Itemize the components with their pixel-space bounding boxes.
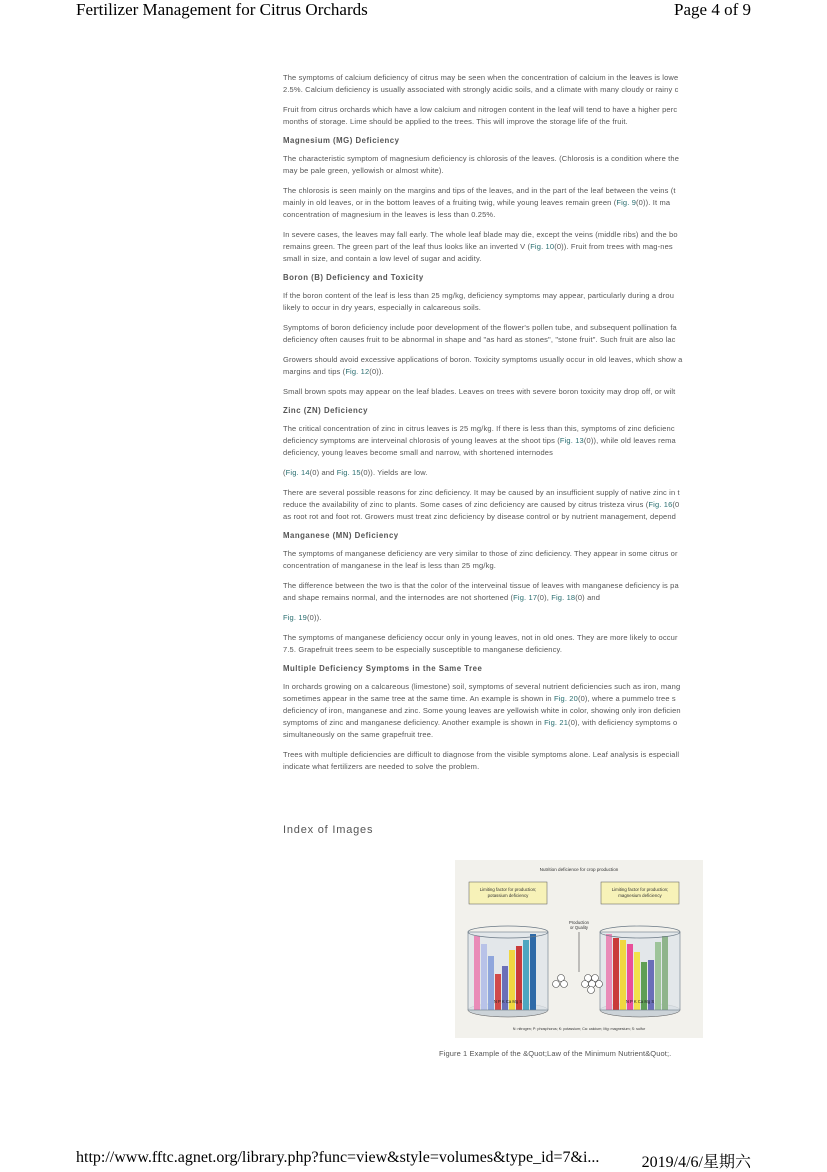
- figure-link[interactable]: Fig. 17: [513, 593, 538, 602]
- paragraph: The characteristic symptom of magnesium deficiency is chlorosis of the leaves. (Chlorosis is a condition where the may be pale green, yellowish or almost white).: [283, 154, 680, 175]
- figure-link[interactable]: Fig. 20: [553, 694, 578, 703]
- paragraph: The symptoms of calcium deficiency of citrus may be seen when the concentration of calcium in the leaves is lowe 2.5%. Calcium deficiency is usually associated with strongly acidic soils, and a climate with many cloudy or rainy c: [283, 73, 679, 94]
- figure-link[interactable]: Fig. 10: [530, 242, 555, 251]
- paragraph: If the boron content of the leaf is less than 25 mg/kg, deficiency symptoms may appear, particularly during a drou likely to occur in dry years, especially in calcareous soils.: [283, 291, 675, 312]
- index-of-images-heading: Index of Images: [283, 824, 374, 836]
- article-body: [283, 72, 752, 781]
- figure-title: Nutrition deficience for crop production: [539, 867, 619, 872]
- paragraph: The critical concentration of zinc in citrus leaves is 25 mg/kg. If there is less than this, symptoms of zinc deficienc deficiency symptoms are interveinal chlorosis of young leaves at the shoot tips (Fig. 13(0)), while old leaves rema deficiency, young leaves become small and narrow, with shortened internodes: [283, 424, 676, 457]
- page-number: Page 4 of 9: [674, 0, 751, 19]
- paragraph: Growers should avoid excessive applications of boron. Toxicity symptoms usually occur in old leaves, which show a margins and tips (Fig. 12(0)).: [283, 355, 683, 376]
- footer-date: 2019/4/6/星期六: [641, 1154, 751, 1171]
- page-header: [0, 0, 827, 24]
- paragraph: (Fig. 14(0) and Fig. 15(0)). Yields are low.: [283, 468, 428, 477]
- figure-law-of-minimum[interactable]: [455, 860, 703, 1038]
- figure-link[interactable]: Fig. 16: [648, 500, 673, 509]
- figure-link[interactable]: Fig. 15: [336, 468, 361, 477]
- figure-link[interactable]: Fig. 14: [285, 468, 310, 477]
- paragraph: In orchards growing on a calcareous (limestone) soil, symptoms of several nutrient deficiencies such as iron, mang sometimes appear in the same tree at the same time. An example is shown in Fig. 20(0), where a pummelo tree s deficiency of iron, manganese and zinc. Some young leaves are yellowish white in color, showing only iron deficien symptoms of zinc and manganese deficiency. Another example is shown in Fig. 21(0), with deficiency symptoms o simultaneously on the same grapefruit tree.: [283, 682, 681, 739]
- footer-url: http://www.fftc.agnet.org/library.php?func=view&style=volumes&type_id=7&i...: [76, 1149, 600, 1166]
- paragraph: There are several possible reasons for zinc deficiency. It may be caused by an insufficient supply of native zinc in t reduce the availability of zinc to plants. Some cases of zinc deficiency are caused by citrus tristeza virus (Fig. 16(0 as root rot and foot rot. Growers must treat zinc deficiency by disease control or by nutrient management, depend: [283, 488, 680, 521]
- figure-link[interactable]: Fig. 21: [544, 718, 569, 727]
- figure-link[interactable]: Fig. 19: [283, 613, 307, 622]
- section-heading-magnesium: Magnesium (MG) Deficiency: [283, 136, 400, 145]
- paragraph: The difference between the two is that the color of the interveinal tissue of leaves with manganese deficiency is pa and shape remains normal, and the internodes are not shortened (Fig. 17(0), Fig. 18(0) and: [283, 581, 679, 602]
- document-title: Fertilizer Management for Citrus Orchards: [76, 0, 368, 19]
- svg-text:Limiting factor for production: Limiting factor for production;: [611, 887, 669, 892]
- figure-link[interactable]: Fig. 18: [551, 593, 576, 602]
- paragraph: Symptoms of boron deficiency include poor development of the flower's pollen tube, and subsequent pollination fa deficiency often causes fruit to be abnormal in shape and "as hard as stones", "stone fruit". Such fruit are also lac: [283, 323, 677, 344]
- svg-text:or Quality: or Quality: [570, 925, 588, 930]
- svg-text:magnesium deficiency: magnesium deficiency: [618, 893, 662, 898]
- svg-text:potassium deficiency: potassium deficiency: [487, 893, 529, 898]
- paragraph: In severe cases, the leaves may fall early. The whole leaf blade may die, except the veins (middle ribs) and the bo remains green. The green part of the leaf thus looks like an inverted V (Fig. 10(0)). Fruit from trees with mag-nes small in size, and contain a low level of sugar and acidity.: [283, 230, 678, 263]
- figure-link[interactable]: Fig. 13: [559, 436, 584, 445]
- section-heading-boron: Boron (B) Deficiency and Toxicity: [283, 273, 424, 282]
- figure-legend: N: nitrogen; P: phosphorus; K: potassium; Ca: calcium; Mg: magnesium; S: sulfur: [512, 1027, 646, 1031]
- paragraph: Fig. 19(0)).: [283, 613, 322, 622]
- barrel-diagram: [455, 860, 703, 1038]
- paragraph: The symptoms of manganese deficiency are very similar to those of zinc deficiency. They appear in some citrus or concentration of manganese in the leaf is less than 25 mg/kg.: [283, 549, 678, 570]
- section-heading-multiple: Multiple Deficiency Symptoms in the Same Tree: [283, 664, 483, 673]
- svg-text:N P K Ca Mg S: N P K Ca Mg S: [493, 999, 523, 1004]
- section-heading-zinc: Zinc (ZN) Deficiency: [283, 406, 368, 415]
- svg-text:Production: Production: [568, 920, 590, 925]
- svg-text:Limiting factor for production: Limiting factor for production;: [479, 887, 537, 892]
- svg-text:N P K Ca Mg S: N P K Ca Mg S: [625, 999, 655, 1004]
- paragraph: Fruit from citrus orchards which have a low calcium and nitrogen content in the leaf will tend to have a higher perc months of storage. Lime should be applied to the trees. This will improve the storage life of the fruit.: [283, 105, 678, 126]
- paragraph: The symptoms of manganese deficiency occur only in young leaves, not in old ones. They are more likely to occur 7.5. Grapefruit trees seem to be especially susceptible to manganese deficiency.: [283, 633, 678, 654]
- figure-link[interactable]: Fig. 9: [616, 198, 637, 207]
- figure-link[interactable]: Fig. 12: [345, 367, 370, 376]
- figure-caption: Figure 1 Example of the &Quot;Law of the Minimum Nutrient&Quot;.: [439, 1049, 672, 1058]
- paragraph: The chlorosis is seen mainly on the margins and tips of the leaves, and in the part of the leaf between the veins (t mainly in old leaves, or in the bottom leaves of a fruiting twig, while young leaves remain green (Fig. 9(0)). It ma concentration of magnesium in the leaves is less than 0.25%.: [283, 186, 676, 219]
- section-heading-manganese: Manganese (MN) Deficiency: [283, 531, 399, 540]
- paragraph: Trees with multiple deficiencies are difficult to diagnose from the visible symptoms alone. Leaf analysis is especiall indicate what fertilizers are needed to solve the problem.: [283, 750, 680, 771]
- paragraph: Small brown spots may appear on the leaf blades. Leaves on trees with severe boron toxicity may drop off, or wilt: [283, 387, 676, 396]
